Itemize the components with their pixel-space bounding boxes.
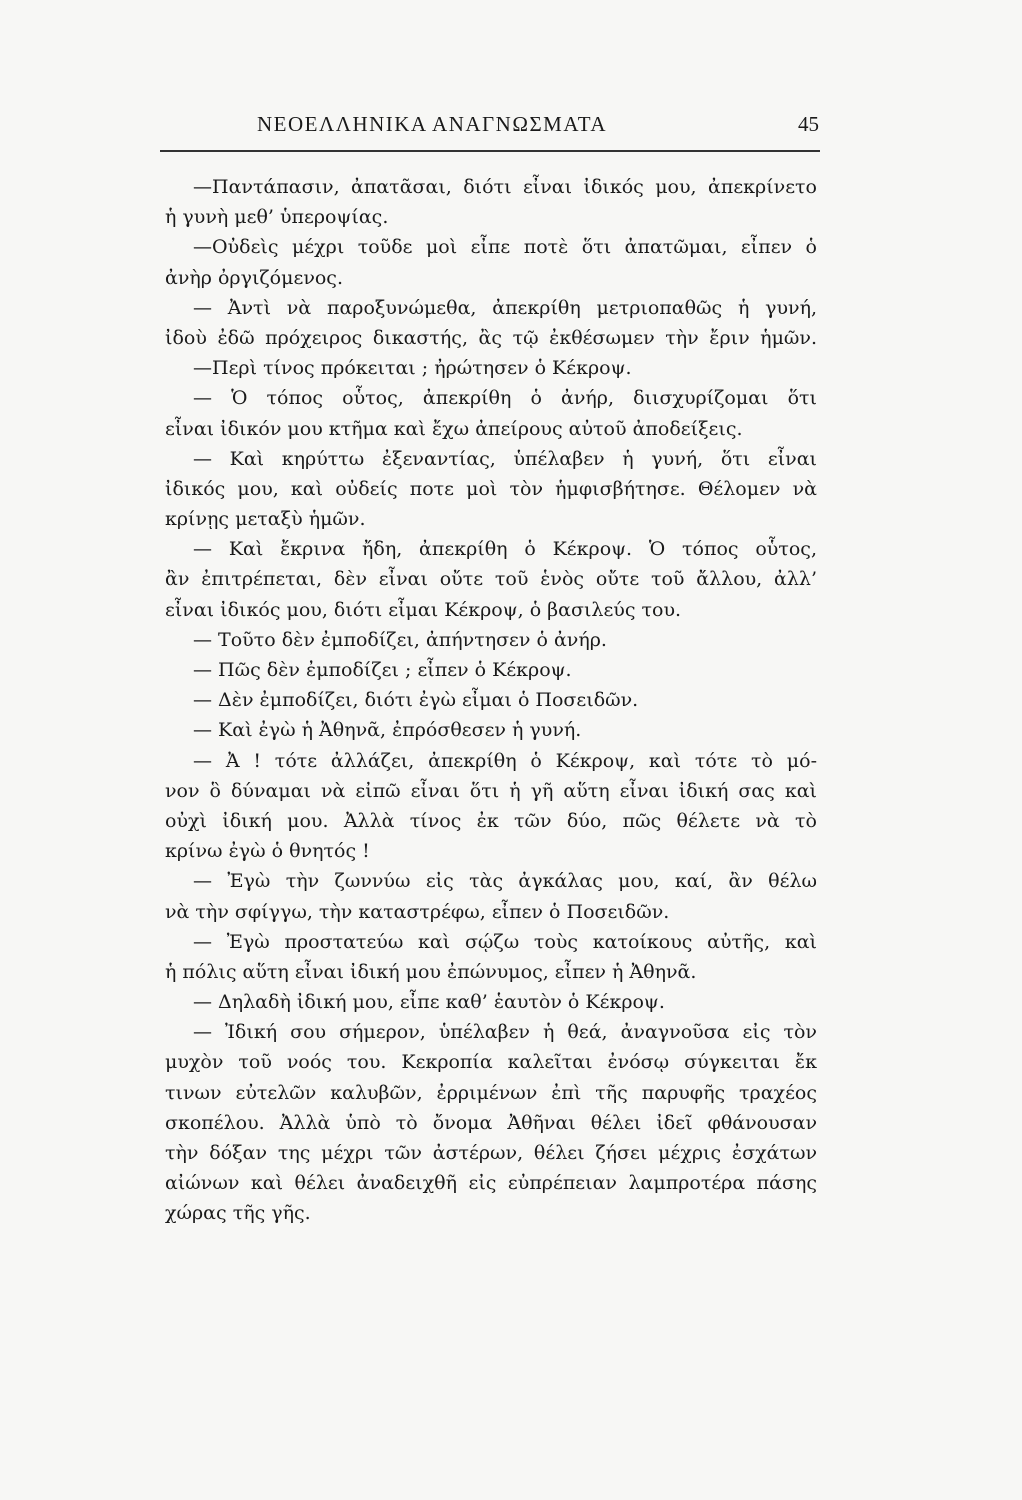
text-line: ἰδικός μου, καὶ οὐδείς ποτε μοὶ τὸν ἡμφισβήτησε. Θέλομεν νὰ bbox=[165, 477, 817, 500]
text-line: μυχὸν τοῦ νοός του. Κεκροπία καλεῖται ἐνόσῳ σύγκειται ἔκ bbox=[165, 1051, 817, 1074]
header-rule bbox=[160, 150, 820, 152]
text-line: εἶναι ἰδικόν μου κτῆμα καὶ ἔχω ἀπείρους αὐτοῦ ἀποδείξεις. bbox=[165, 417, 743, 440]
text-line: κρίνω ἐγὼ ὁ θνητός ! bbox=[165, 840, 370, 863]
text-line: — Καὶ ἐγὼ ἡ Ἀθηνᾶ, ἐπρόσθεσεν ἡ γυνή. bbox=[193, 719, 582, 742]
text-line: ἡ πόλις αὕτη εἶναι ἰδική μου ἐπώνυμος, εἶπεν ἡ Ἀθηνᾶ. bbox=[165, 960, 697, 983]
text-line: — Πῶς δὲν ἐμποδίζει ; εἶπεν ὁ Κέκροψ. bbox=[193, 659, 572, 681]
text-line: ἰδοὺ ἐδῶ πρόχειρος δικαστής, ἂς τῷ ἐκθέσωμεν τὴν ἔριν ἡμῶν. bbox=[165, 326, 817, 349]
text-line: — Ἐγὼ τὴν ζωννύω εἰς τὰς ἀγκάλας μου, καί, ἂν θέλω bbox=[193, 870, 817, 893]
text-line: — Ὁ τόπος οὗτος, ἀπεκρίθη ὁ ἀνήρ, διισχυρίζομαι ὅτι bbox=[193, 387, 817, 410]
text-line: ἂν ἐπιτρέπεται, δὲν εἶναι οὔτε τοῦ ἑνὸς οὔτε τοῦ ἄλλου, ἀλλ’ bbox=[165, 568, 817, 591]
text-line: — Ἀντὶ νὰ παροξυνώμεθα, ἀπεκρίθη μετριοπαθῶς ἡ γυνή, bbox=[193, 296, 817, 319]
text-line: —Οὐδεὶς μέχρι τοῦδε μοὶ εἶπε ποτὲ ὅτι ἀπατῶμαι, εἶπεν ὁ bbox=[193, 236, 817, 259]
running-head bbox=[165, 112, 819, 146]
text-line: τὴν δόξαν της μέχρι τῶν ἀστέρων, θέλει ζήσει μέχρις ἐσχάτων bbox=[165, 1142, 817, 1164]
text-line: αἰώνων καὶ θέλει ἀναδειχθῆ εἰς εὐπρέπειαν λαμπροτέρα πάσης bbox=[165, 1172, 817, 1195]
text-line: κρίνῃς μεταξὺ ἡμῶν. bbox=[165, 508, 366, 531]
running-title: ΝΕΟΕΛΛΗΝΙΚΑ ΑΝΑΓΝΩΣΜΑΤΑ bbox=[257, 112, 608, 136]
text-line: τινων εὐτελῶν καλυβῶν, ἐρριμένων ἐπὶ τῆς παρυφῆς τραχέος bbox=[165, 1081, 817, 1104]
text-line: νὰ τὴν σφίγγω, τὴν καταστρέφω, εἶπεν ὁ Ποσειδῶν. bbox=[165, 900, 670, 923]
text-line: νον ὃ δύναμαι νὰ εἰπῶ εἶναι ὅτι ἡ γῆ αὕτη εἶναι ἰδική σας καὶ bbox=[165, 779, 817, 802]
text-line: —Περὶ τίνος πρόκειται ; ἠρώτησεν ὁ Κέκροψ. bbox=[193, 357, 632, 380]
text-line: —Παντάπασιν, ἀπατᾶσαι, διότι εἶναι ἰδικός μου, ἀπεκρίνετο bbox=[193, 176, 817, 198]
text-line: χώρας τῆς γῆς. bbox=[165, 1202, 311, 1225]
text-line: — Καὶ ἔκρινα ἤδη, ἀπεκρίθη ὁ Κέκροψ. Ὁ τόπος οὗτος, bbox=[193, 538, 817, 561]
text-line: ἡ γυνὴ μεθ’ ὑπεροψίας. bbox=[165, 206, 389, 229]
text-line: — Ἀ ! τότε ἀλλάζει, ἀπεκρίθη ὁ Κέκροψ, καὶ τότε τὸ μό- bbox=[193, 749, 817, 772]
body-text bbox=[165, 172, 817, 1229]
text-line: — Δηλαδὴ ἰδική μου, εἶπε καθ’ ἑαυτὸν ὁ Κέκροψ. bbox=[193, 991, 665, 1014]
text-line: σκοπέλου. Ἀλλὰ ὑπὸ τὸ ὄνομα Ἀθῆναι θέλει ἰδεῖ φθάνουσαν bbox=[165, 1111, 817, 1134]
page-number: 45 bbox=[798, 112, 819, 136]
text-line: οὐχὶ ἰδική μου. Ἀλλὰ τίνος ἐκ τῶν δύο, πῶς θέλετε νὰ τὸ bbox=[165, 809, 817, 832]
text-line: ἀνὴρ ὀργιζόμενος. bbox=[165, 266, 343, 289]
text-line: εἶναι ἰδικός μου, διότι εἶμαι Κέκροψ, ὁ βασιλεύς του. bbox=[165, 598, 682, 621]
text-line: — Καὶ κηρύττω ἐξεναντίας, ὑπέλαβεν ἡ γυνή, ὅτι εἶναι bbox=[193, 447, 817, 470]
text-line: — Ἰδική σου σήμερον, ὑπέλαβεν ἡ θεά, ἀναγνοῦσα εἰς τὸν bbox=[193, 1021, 817, 1044]
text-line: — Δὲν ἐμποδίζει, διότι ἐγὼ εἶμαι ὁ Ποσειδῶν. bbox=[193, 689, 639, 712]
text-line: — Ἐγὼ προστατεύω καὶ σῴζω τοὺς κατοίκους αὐτῆς, καὶ bbox=[193, 930, 817, 953]
text-line: — Τοῦτο δὲν ἐμποδίζει, ἀπήντησεν ὁ ἀνήρ. bbox=[193, 628, 607, 651]
